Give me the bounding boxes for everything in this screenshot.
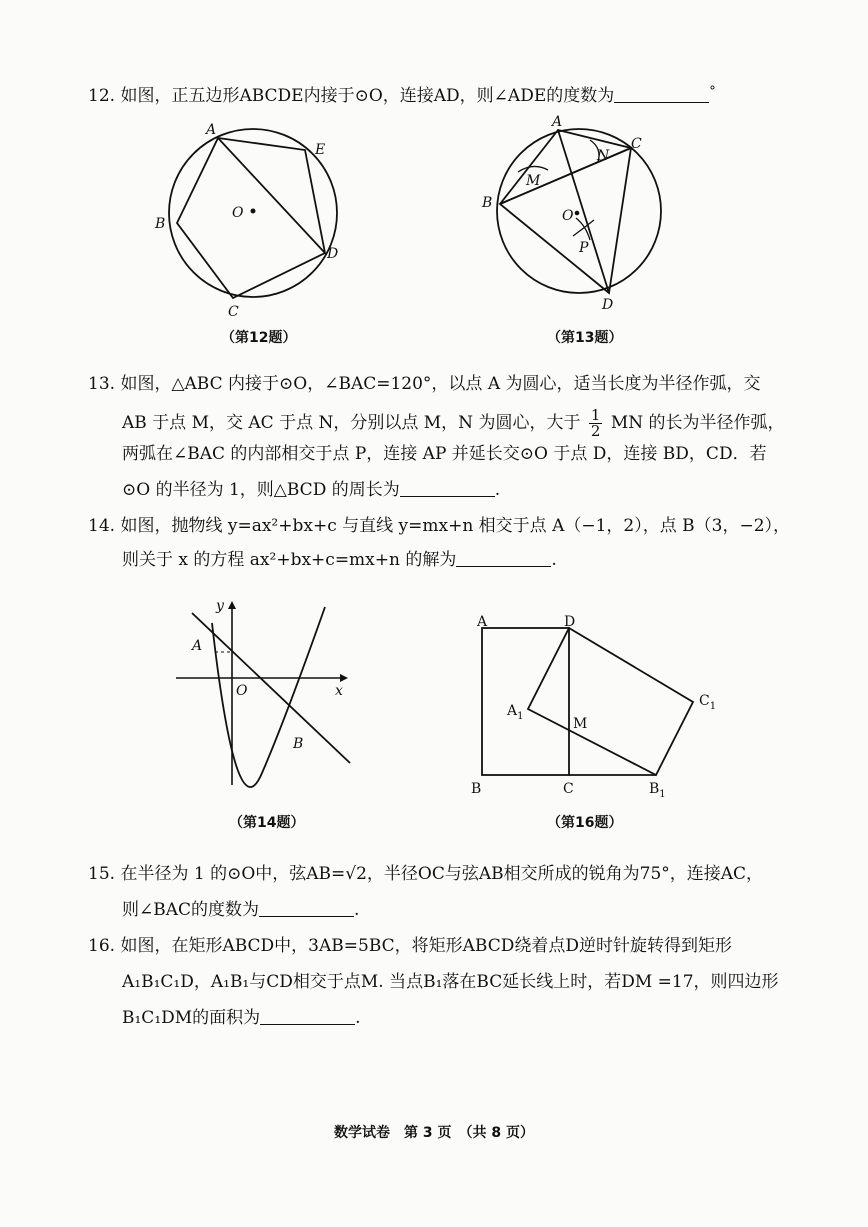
question-text: 如图，在矩形ABCD中，3AB=5BC，将矩形ABCD绕着点D逆时针旋转得到矩形 xyxy=(120,936,732,956)
question-text: A₁B₁C₁D，A₁B₁与CD相交于点M. 当点B₁落在BC延长线上时，若DM =17，则四边形 xyxy=(122,972,779,992)
label-c1: $C_1$ xyxy=(699,693,717,712)
label-a: A xyxy=(552,114,563,130)
unit: ° xyxy=(709,84,716,99)
label-b1: $B_1$ xyxy=(649,781,666,800)
question-number: 12. xyxy=(88,86,116,106)
question-15-line-1 xyxy=(88,862,763,886)
question-text: 如图，抛物线 y=ax²+bx+c 与直线 y=mx+n 相交于点 A（−1，2），点 B（3，−2）， xyxy=(120,516,791,536)
pentagon-abcde xyxy=(177,138,325,298)
question-14-line-2: 则关于 x 的方程 ax²+bx+c=mx+n 的解为 . xyxy=(122,550,557,570)
question-13-line-2 xyxy=(122,408,785,439)
fraction-half: $\frac{1}{2}$ xyxy=(590,406,601,440)
rectangle-a1b1c1d xyxy=(528,628,693,775)
caption-14: （第14题） xyxy=(229,815,305,831)
label-c: C xyxy=(563,781,574,797)
parabola xyxy=(212,607,325,787)
question-text: 则∠BAC的度数为 xyxy=(122,900,260,920)
question-number: 14. xyxy=(88,516,116,536)
caption-16: （第16题） xyxy=(547,815,623,831)
answer-blank xyxy=(259,900,354,917)
label-b: B xyxy=(471,781,482,797)
label-a: A xyxy=(206,122,217,138)
x-axis-arrow xyxy=(340,674,348,682)
question-text: 如图，正五边形ABCDE内接于⊙O，连接AD，则∠ADE的度数为 xyxy=(120,86,615,106)
question-16-line-2 xyxy=(122,970,779,994)
question-text: ⊙O 的半径为 1，则△BCD 的周长为 xyxy=(122,480,400,500)
question-13-line-4: ⊙O 的半径为 1，则△BCD 的周长为 . xyxy=(122,480,501,500)
figure-14 xyxy=(170,595,360,795)
label-a: A xyxy=(192,638,203,654)
question-13-line-1 xyxy=(88,372,761,396)
y-axis-arrow xyxy=(228,601,236,609)
question-text: AB 于点 M，交 AC 于点 N，分别以点 M，N 为圆心，大于 xyxy=(122,413,581,433)
label-d: D xyxy=(327,246,339,262)
caption-12: （第12题） xyxy=(221,330,297,346)
label-a: A xyxy=(477,614,488,630)
answer-blank xyxy=(260,1008,355,1025)
label-m: M xyxy=(573,716,588,732)
answer-blank xyxy=(456,550,551,567)
question-number: 16. xyxy=(88,936,116,956)
answer-blank xyxy=(614,86,709,103)
label-b: B xyxy=(293,736,304,752)
label-o: O xyxy=(236,683,248,699)
question-14-line-1 xyxy=(88,514,790,538)
label-b: B xyxy=(482,195,493,211)
label-e: E xyxy=(315,142,326,158)
rectangle-abcd xyxy=(482,628,569,775)
question-text: B₁C₁DM的面积为 xyxy=(122,1008,261,1028)
label-x: x xyxy=(335,683,343,699)
label-o: O xyxy=(562,208,574,224)
question-text: 如图，△ABC 内接于⊙O，∠BAC=120°，以点 A 为圆心，适当长度为半径作弧，交 xyxy=(120,374,761,394)
figure-13 xyxy=(478,110,688,320)
label-y: y xyxy=(216,598,224,614)
label-b: B xyxy=(155,216,166,232)
label-d: D xyxy=(602,297,614,313)
label-n: N xyxy=(597,148,610,164)
label-d: D xyxy=(564,614,576,630)
center-point xyxy=(251,209,256,214)
label-c: C xyxy=(631,136,642,152)
question-text: 两弧在∠BAC 的内部相交于点 P，连接 AP 并延长交⊙O 于点 D，连接 BD，CD．若 xyxy=(122,444,767,464)
center-point xyxy=(575,211,580,216)
straight-line xyxy=(192,613,350,763)
label-o: O xyxy=(232,205,244,221)
label-a1: $A_1$ xyxy=(507,703,524,722)
caption-13: （第13题） xyxy=(547,330,623,346)
question-15-line-2: 则∠BAC的度数为 . xyxy=(122,900,360,920)
question-text: 在半径为 1 的⊙O中，弦AB=√2，半径OC与弦AB相交所成的锐角为75°，连接AC， xyxy=(120,864,764,884)
question-13-line-3 xyxy=(122,442,767,466)
label-m: M xyxy=(526,173,541,189)
triangle-abc xyxy=(500,130,631,204)
arc-m xyxy=(518,166,548,172)
figure-16 xyxy=(465,605,725,805)
label-p: P xyxy=(579,240,589,256)
page-footer: 数学试卷 第 3 页 （共 8 页） xyxy=(334,1125,534,1141)
question-text: MN 的长为半径作弧， xyxy=(610,413,785,433)
answer-blank xyxy=(400,480,495,497)
question-text: 则关于 x 的方程 ax²+bx+c=mx+n 的解为 xyxy=(122,550,457,570)
question-number: 13. xyxy=(88,374,116,394)
question-16-line-3: B₁C₁DM的面积为 . xyxy=(122,1008,361,1028)
segment-ad xyxy=(218,138,325,253)
figure-12 xyxy=(150,110,360,320)
question-number: 15. xyxy=(88,864,116,884)
question-16-line-1 xyxy=(88,934,732,958)
label-c: C xyxy=(228,304,239,320)
question-12 xyxy=(88,80,716,108)
